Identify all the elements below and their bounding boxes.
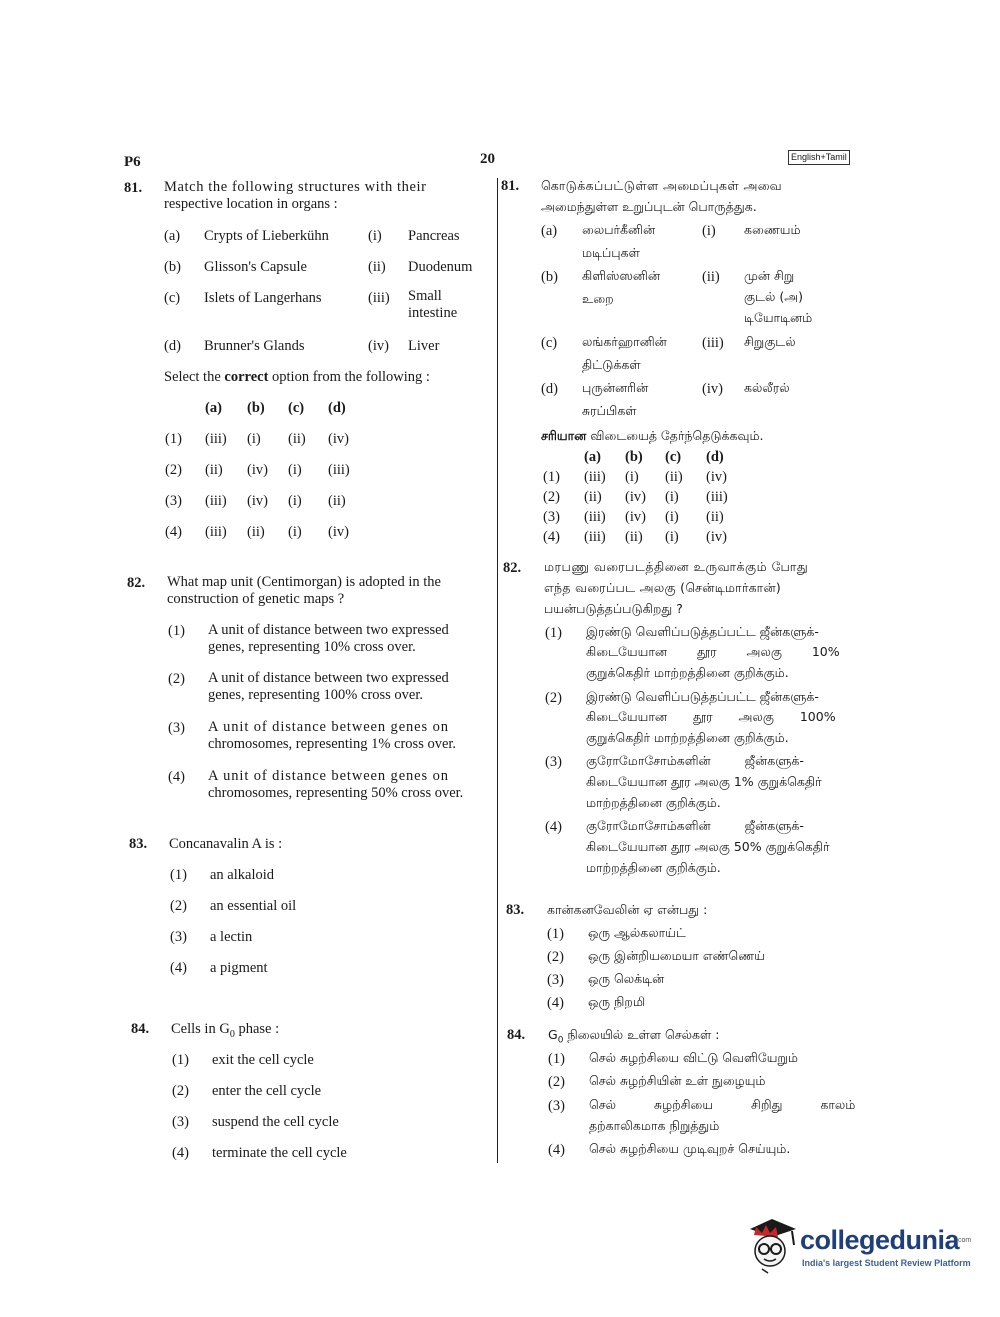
option-text: an essential oil [210,898,297,914]
option-text: செல் சுழற்சியின் உள் நுழையும் [589,1073,766,1088]
option-number: (1) [547,926,564,942]
question-stem: அமைந்துள்ள உறுப்புடன் பொருத்துக. [541,199,757,214]
option-number: (4) [168,769,185,785]
match-number: (iv) [702,381,723,397]
question-stem: Concanavalin A is : [169,836,283,852]
option-text: A unit of distance between two expressed [208,622,449,638]
match-location: Duodenum [408,259,473,275]
option-cell: (iii) [584,529,606,545]
option-text: இரண்டு வெளிப்படுத்தப்பட்ட ஜீன்களுக்- [586,624,819,639]
option-number: (2) [547,949,564,965]
option-text: குறுக்கெதிர் மாற்றத்தினை குறிக்கும். [586,730,789,745]
brand-name: collegedunia [800,1225,960,1255]
option-number: (4) [545,819,562,835]
match-location: முன் சிறு [744,268,795,283]
match-location: Pancreas [408,228,460,244]
option-text: கிடையேயான தூர அலகு 100% [586,709,836,724]
match-label: (d) [541,381,558,397]
option-cell: (i) [288,493,302,509]
option-text: A unit of distance between two expressed [208,670,449,686]
option-text: chromosomes, representing 50% cross over. [208,785,464,801]
option-number: (4) [548,1142,565,1158]
option-cell: (ii) [328,493,346,509]
option-text: செல் சுழற்சியை முடிவுறச் செய்யும். [589,1141,791,1156]
option-text: இரண்டு வெளிப்படுத்தப்பட்ட ஜீன்களுக்- [586,689,819,704]
option-cell: (iv) [328,524,349,540]
match-structure: மடிப்புகள் [582,245,640,260]
option-cell: (iv) [706,469,727,485]
brand-tagline: India's largest Student Review Platform [802,1258,971,1268]
option-text: குறுக்கெதிர் மாற்றத்தினை குறிக்கும். [586,665,789,680]
question-stem: மரபணு வரைபடத்தினை உருவாக்கும் போது [544,559,809,574]
option-cell: (iii) [584,509,606,525]
question-stem: construction of genetic maps ? [167,591,345,607]
match-structure: லங்கர்ஹானின் [582,334,667,349]
question-number: 81. [501,178,520,194]
option-text: செல் சுழற்சியை சிறிது காலம் [589,1097,856,1112]
option-text: தற்காலிகமாக நிறுத்தும் [589,1118,720,1133]
option-text: கிடையேயான தூர அலகு 50% குறுக்கெதிர் [586,839,830,854]
match-location: டியோடினம் [744,310,813,325]
language-tag: English+Tamil [788,150,850,165]
match-label: (b) [541,269,558,285]
match-label: (a) [541,223,558,239]
match-label: (c) [541,335,558,351]
question-number: 84. [507,1027,526,1043]
option-cell: (i) [665,529,679,545]
option-number: (4) [547,995,564,1011]
match-label: (a) [164,228,181,244]
option-text: குரோமோசோம்களின் ஜீன்களுக்- [586,753,804,768]
instruction: Select the correct option from the following : [164,369,430,385]
column-divider [497,178,498,1163]
question-number: 82. [127,575,146,591]
match-number: (i) [702,223,716,239]
question-stem: கொடுக்கப்பட்டுள்ள அமைப்புகள் அவை [541,178,782,193]
match-structure: Brunner's Glands [204,338,305,354]
question-number: 83. [129,836,148,852]
match-label: (d) [164,338,181,354]
table-head: (d) [328,400,346,416]
question-stem: பயன்படுத்தப்படுகிறது ? [544,601,683,616]
option-text: exit the cell cycle [212,1052,314,1068]
option-text: மாற்றத்தினை குறிக்கும். [586,860,721,875]
match-location: Small [408,288,442,304]
option-cell: (iii) [205,493,227,509]
question-number: 84. [131,1021,150,1037]
option-number: (1) [543,469,560,485]
question-number: 83. [506,902,525,918]
option-number: (2) [165,462,182,478]
option-text: terminate the cell cycle [212,1145,347,1161]
option-number: (2) [543,489,560,505]
option-number: (3) [165,493,182,509]
option-number: (3) [548,1098,565,1114]
question-stem: எந்த வரைப்பட அலகு (சென்டிமார்கான்) [544,580,782,595]
option-number: (1) [172,1052,189,1068]
match-number: (iv) [368,338,389,354]
question-stem: respective location in organs : [164,196,338,212]
option-text: ஒரு இன்றியமையா எண்ணெய் [588,948,765,963]
match-structure: Islets of Langerhans [204,290,322,306]
option-text: an alkaloid [210,867,275,883]
option-cell: (i) [665,509,679,525]
match-label: (b) [164,259,181,275]
option-text: A unit of distance between genes on [208,768,449,784]
match-location: Liver [408,338,440,354]
option-text: மாற்றத்தினை குறிக்கும். [586,795,721,810]
option-text: a lectin [210,929,253,945]
option-cell: (i) [625,469,639,485]
option-cell: (iii) [328,462,350,478]
option-text: ஒரு லெக்டின் [588,971,665,986]
option-text: chromosomes, representing 1% cross over. [208,736,457,752]
match-structure: Glisson's Capsule [204,259,307,275]
option-text: a pigment [210,960,268,976]
match-structure: Crypts of Lieberkühn [204,228,329,244]
match-number: (ii) [702,269,720,285]
option-text: கிடையேயான தூர அலகு 1% குறுக்கெதிர் [586,774,822,789]
question-stem: கான்கனவேலின் ஏ என்பது : [547,902,708,917]
option-number: (2) [172,1083,189,1099]
option-number: (4) [543,529,560,545]
option-cell: (iv) [625,509,646,525]
option-number: (4) [172,1145,189,1161]
match-structure: கிளிஸ்ஸனின் [582,268,660,283]
option-cell: (ii) [706,509,724,525]
match-number: (i) [368,228,382,244]
table-head: (b) [247,400,265,416]
table-head: (b) [625,449,643,465]
option-text: genes, representing 10% cross over. [208,639,416,655]
match-structure: சுரப்பிகள் [582,403,637,418]
option-cell: (i) [288,524,302,540]
option-number: (2) [545,690,562,706]
option-number: (2) [548,1074,565,1090]
option-cell: (iv) [247,493,268,509]
table-head: (d) [706,449,724,465]
match-label: (c) [164,290,181,306]
option-cell: (ii) [288,431,306,447]
page-number: 20 [480,151,495,167]
table-head: (c) [288,400,305,416]
option-cell: (ii) [665,469,683,485]
table-head: (a) [584,449,601,465]
option-cell: (iv) [328,431,349,447]
option-number: (1) [545,625,562,641]
option-number: (1) [165,431,182,447]
match-structure: திட்டுக்கள் [582,357,641,372]
option-cell: (i) [288,462,302,478]
question-stem: $G_0$ நிலையில் உள்ள செல்கள் : [548,1027,720,1046]
table-head: (c) [665,449,682,465]
match-number: (ii) [368,259,386,275]
option-text: ஒரு நிறமி [588,994,646,1009]
option-number: (3) [170,929,187,945]
option-text: கிடையேயான தூர அலகு 10% [586,644,840,659]
option-text: செல் சுழற்சியை விட்டு வெளியேறும் [589,1050,798,1065]
option-cell: (iii) [584,469,606,485]
question-number: 81. [124,180,143,196]
match-location: சிறுகுடல் [744,334,796,349]
option-number: (2) [170,898,187,914]
option-number: (3) [168,720,185,736]
table-head: (a) [205,400,222,416]
match-location: intestine [408,305,458,321]
option-number: (3) [543,509,560,525]
option-cell: (ii) [625,529,643,545]
brand-suffix: .com [956,1237,972,1244]
option-number: (1) [168,623,185,639]
set-code: P6 [124,154,141,170]
match-location: கல்லீரல் [744,380,790,395]
match-location: கணையம் [744,222,801,237]
option-cell: (iii) [706,489,728,505]
option-cell: (ii) [205,462,223,478]
mascot-icon [742,1215,800,1277]
question-stem: What map unit (Centimorgan) is adopted in the [167,574,441,590]
question-stem: Cells in $G_0$ phase : [171,1021,280,1040]
option-number: (1) [548,1051,565,1067]
option-text: suspend the cell cycle [212,1114,339,1130]
option-text: ஒரு ஆல்கலாய்ட் [588,925,686,940]
option-number: (2) [168,671,185,687]
option-text: enter the cell cycle [212,1083,322,1099]
option-number: (4) [165,524,182,540]
match-number: (iii) [368,290,390,306]
option-text: genes, representing 100% cross over. [208,687,424,703]
option-cell: (ii) [584,489,602,505]
question-stem: Match the following structures with their [164,179,427,195]
question-number: 82. [503,560,522,576]
brand-logo[interactable] [742,1213,972,1283]
option-cell: (iii) [205,431,227,447]
option-cell: (ii) [247,524,265,540]
option-cell: (iv) [625,489,646,505]
option-number: (3) [172,1114,189,1130]
match-structure: புருன்னரின் [582,380,649,395]
option-text: குரோமோசோம்களின் ஜீன்களுக்- [586,818,804,833]
option-number: (3) [545,754,562,770]
option-cell: (i) [665,489,679,505]
option-cell: (iii) [205,524,227,540]
match-structure: லைபர்கீனின் [582,222,656,237]
option-cell: (iv) [247,462,268,478]
instruction: சரியான விடையைத் தேர்ந்தெடுக்கவும். [541,428,764,443]
match-location: குடல் (அ) [744,289,803,304]
option-number: (1) [170,867,187,883]
match-structure: உறை [582,291,614,306]
option-text: A unit of distance between genes on [208,719,449,735]
option-cell: (i) [247,431,261,447]
option-number: (3) [547,972,564,988]
match-number: (iii) [702,335,724,351]
option-number: (4) [170,960,187,976]
option-cell: (iv) [706,529,727,545]
